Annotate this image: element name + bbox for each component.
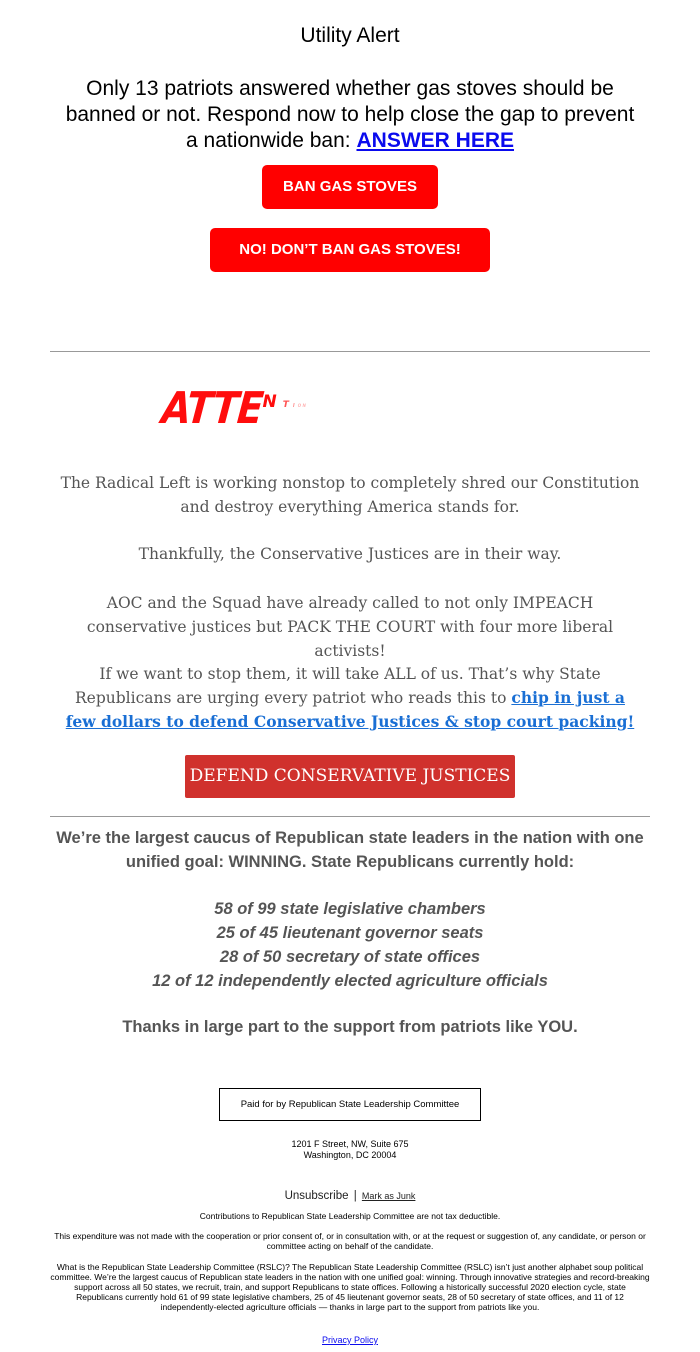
divider — [50, 816, 650, 817]
privacy-policy-link[interactable]: Privacy Policy — [321, 1335, 378, 1345]
chip-in-link[interactable]: chip in just a few dollars to defend Conservative Justices & stop court packing! — [65, 688, 635, 731]
attention-big-letters: ATTE — [159, 382, 265, 434]
tax-disclaimer: Contributions to Republican State Leadership Committee are not tax deductible. — [199, 1211, 501, 1221]
alert-message-text: Only 13 patriots answered whether gas stoves should be banned or not. Respond now to help close the gap to prevent a nationwide ban: — [65, 77, 635, 152]
alert-message — [60, 76, 640, 154]
dont-ban-gas-stoves-button[interactable]: NO! DON’T BAN GAS STOVES! — [210, 228, 490, 272]
separator: | — [353, 1190, 357, 1202]
body-paragraph-text: If we want to stop them, it will take ALL of us. That’s why State Republicans are urging every patriot who reads this to — [75, 665, 601, 707]
unsubscribe-link[interactable]: Unsubscribe — [284, 1190, 349, 1202]
mark-as-junk-link[interactable]: Mark as Junk — [361, 1191, 416, 1201]
body-paragraph: The Radical Left is working nonstop to completely shred our Constitution and destroy everything America stands for. — [60, 474, 640, 516]
address-line: 1201 F Street, NW, Suite 675 — [291, 1139, 409, 1149]
caucus-statement: We’re the largest caucus of Republican state leaders in the nation with one unified goal: WINNING. State Republicans currently hold: — [56, 829, 644, 871]
body-paragraph — [60, 662, 640, 734]
answer-here-link[interactable]: ANSWER HERE — [356, 129, 514, 152]
body-paragraph: Thankfully, the Conservative Justices are in their way. — [138, 545, 562, 563]
attention-letter: O N — [297, 403, 306, 408]
alert-title: Utility Alert — [300, 24, 400, 47]
thanks-line: Thanks in large part to the support from patriots like YOU. — [122, 1018, 578, 1036]
privacy-policy — [0, 1335, 700, 1345]
address-line: Washington, DC 20004 — [303, 1150, 397, 1160]
stat-item: 58 of 99 state legislative chambers — [214, 900, 486, 918]
attention-letter: N — [262, 392, 277, 412]
attention-letter: I — [292, 403, 295, 409]
rslc-description: What is the Republican State Leadership Committee (RSLC)? The Republican State Leadership Committee (RSLC) isn’t just another alphabet soup political committee. We’re the largest caucus of Republican state leaders in the nation with one unified goal: winning. Through innovative strategies and record-breaking support across all 50 states, we recruit, train, and support Republicans to state offices. Following a historically successful 2020 election cycle, state Republicans currently hold 61 of 99 state legislative chambers, 25 of 45 lieutenant governor seats, 28 of 50 secretary of state offices, and 11 of 12 independently-elected agriculture officials — thanks in large part to the support from patriots like you. — [50, 1262, 650, 1312]
stats-list — [50, 897, 650, 993]
expenditure-disclaimer: This expenditure was not made with the cooperation or prior consent of, or in consultation with, or at the request or suggestion of, any candidate, or person or committee acting on behalf of the candidate. — [54, 1231, 646, 1251]
mailing-address — [0, 1139, 700, 1161]
attention-letter: T — [282, 400, 289, 410]
divider — [50, 351, 650, 352]
paid-for-disclaimer: Paid for by Republican State Leadership Committee — [219, 1088, 481, 1121]
body-paragraph: AOC and the Squad have already called to not only IMPEACH conservative justices but PACK THE COURT with four more liberal activists! — [86, 594, 614, 660]
ban-gas-stoves-button[interactable]: BAN GAS STOVES — [262, 165, 438, 209]
stat-item: 12 of 12 independently elected agriculture officials — [152, 972, 548, 990]
unsubscribe-row — [0, 1190, 700, 1202]
stat-item: 25 of 45 lieutenant governor seats — [216, 924, 484, 942]
attention-banner-image — [159, 382, 306, 434]
stat-item: 28 of 50 secretary of state offices — [219, 948, 481, 966]
defend-conservative-justices-button[interactable]: DEFEND CONSERVATIVE JUSTICES — [185, 755, 515, 798]
